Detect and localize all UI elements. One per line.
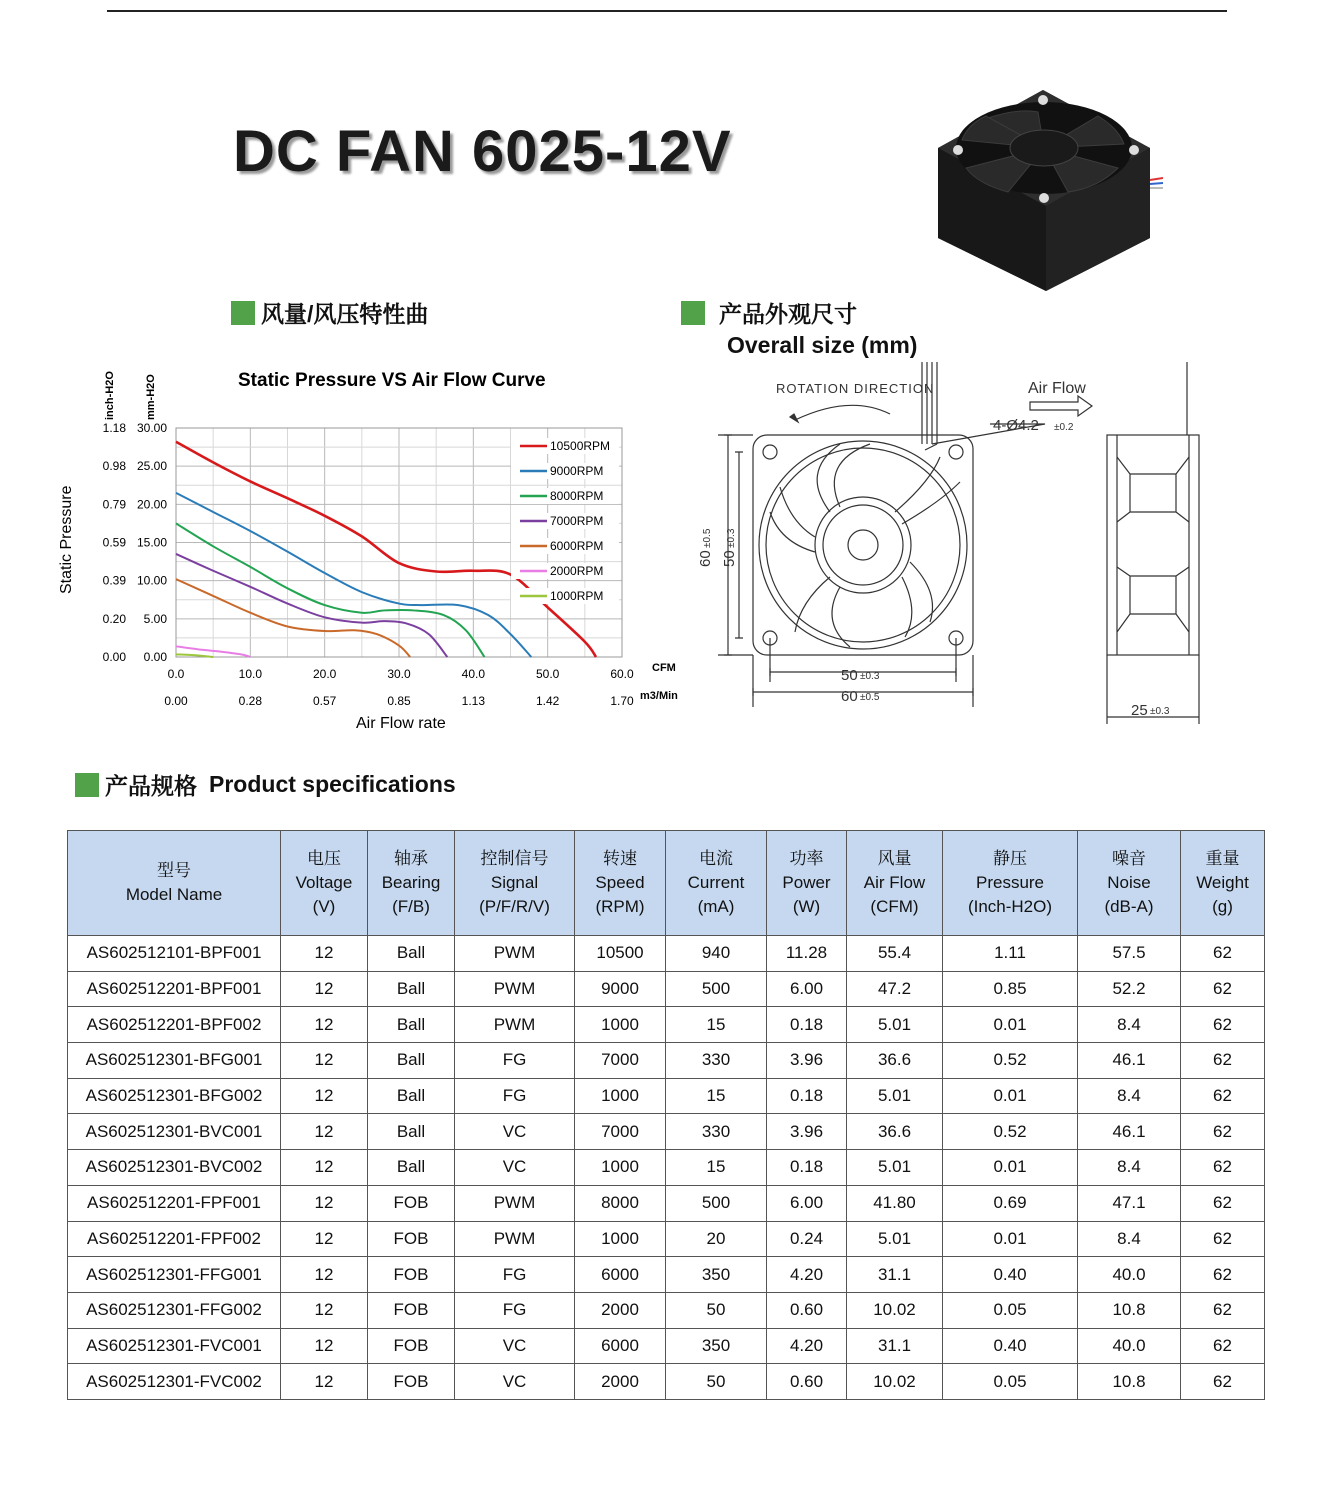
table-row bbox=[68, 1150, 1265, 1186]
table-cell: 62 bbox=[1181, 1292, 1265, 1328]
x-tick-label: 10.0 bbox=[238, 667, 263, 681]
table-row bbox=[68, 971, 1265, 1007]
x-tick-label-m3: 0.85 bbox=[387, 694, 411, 708]
table-cell: 350 bbox=[666, 1257, 767, 1293]
table-cell: 31.1 bbox=[847, 1257, 943, 1293]
curve-section-heading: 风量/风压特性曲 bbox=[231, 296, 428, 329]
x-tick-label: 20.0 bbox=[312, 667, 337, 681]
table-cell: 12 bbox=[281, 971, 368, 1007]
table-cell: Ball bbox=[368, 1114, 455, 1150]
table-cell: 12 bbox=[281, 1114, 368, 1150]
column-header bbox=[847, 831, 943, 936]
table-cell: 46.1 bbox=[1078, 1114, 1181, 1150]
x-tick-label-m3: 1.42 bbox=[535, 694, 560, 708]
column-header-line: Bearing bbox=[381, 873, 441, 892]
x-unit-cfm: CFM bbox=[652, 662, 676, 674]
table-row bbox=[68, 1078, 1265, 1114]
table-cell: Ball bbox=[368, 1150, 455, 1186]
column-header-line: Power bbox=[782, 873, 831, 892]
spec-section-heading: 产品规格 Product specifications bbox=[75, 768, 456, 801]
table-cell: 8.4 bbox=[1078, 1221, 1181, 1257]
column-header bbox=[666, 831, 767, 936]
column-header-line: Model Name bbox=[125, 885, 223, 904]
table-cell: 12 bbox=[281, 1292, 368, 1328]
series-line-8000RPM bbox=[176, 523, 484, 657]
column-header-line: 轴承 bbox=[394, 849, 428, 868]
table-cell: 500 bbox=[666, 1185, 767, 1221]
table-cell: PWM bbox=[455, 936, 575, 972]
x-tick-label: 40.0 bbox=[461, 667, 486, 681]
table-cell: 57.5 bbox=[1078, 936, 1181, 972]
legend-label: 9000RPM bbox=[550, 464, 604, 478]
fan-outline-front bbox=[753, 435, 973, 655]
column-header-line: (F/B) bbox=[392, 897, 430, 916]
fan-outline-side bbox=[1107, 435, 1199, 655]
column-header-line: Weight bbox=[1196, 873, 1249, 892]
table-cell: 62 bbox=[1181, 1114, 1265, 1150]
column-header-line: 重量 bbox=[1205, 849, 1240, 868]
dim-60-horizontal: 60 bbox=[841, 688, 858, 705]
table-cell: AS602512301-FVC001 bbox=[68, 1328, 281, 1364]
table-cell: Ball bbox=[368, 936, 455, 972]
y-tick-label-inch: 0.39 bbox=[102, 573, 126, 588]
x-tick-label-m3: 0.28 bbox=[238, 694, 263, 708]
dim-60-vertical: 60 bbox=[697, 550, 714, 567]
column-header bbox=[68, 831, 281, 936]
table-row bbox=[68, 936, 1265, 972]
table-cell: 12 bbox=[281, 1043, 368, 1079]
y-tick-label-mm: 25.00 bbox=[136, 459, 167, 474]
size-section-heading: 产品外观尺寸 bbox=[681, 296, 857, 329]
table-cell: 12 bbox=[281, 1221, 368, 1257]
y-tick-label-inch: 0.98 bbox=[102, 459, 126, 474]
table-cell: 0.18 bbox=[767, 1007, 847, 1043]
table-cell: AS602512301-FFG001 bbox=[68, 1257, 281, 1293]
table-cell: AS602512201-BPF001 bbox=[68, 971, 281, 1007]
table-cell: 5.01 bbox=[847, 1150, 943, 1186]
column-header-line: 转速 bbox=[603, 849, 637, 868]
y-tick-label-inch: 1.18 bbox=[102, 421, 126, 435]
table-cell: 500 bbox=[666, 971, 767, 1007]
table-cell: 940 bbox=[666, 936, 767, 972]
table-cell: 0.60 bbox=[767, 1292, 847, 1328]
column-header-line: Signal bbox=[490, 873, 539, 892]
table-cell: 15 bbox=[666, 1150, 767, 1186]
column-header-line: 功率 bbox=[789, 849, 824, 868]
table-cell: 0.18 bbox=[767, 1150, 847, 1186]
table-cell: 7000 bbox=[575, 1043, 666, 1079]
table-cell: 46.1 bbox=[1078, 1043, 1181, 1079]
x-axis-label: Air Flow rate bbox=[356, 715, 446, 732]
table-cell: FOB bbox=[368, 1292, 455, 1328]
column-header bbox=[943, 831, 1078, 936]
dim-25-depth-tol: ±0.3 bbox=[1150, 706, 1170, 717]
y-tick-label-mm: 20.00 bbox=[136, 497, 167, 512]
table-cell: FOB bbox=[368, 1257, 455, 1293]
table-cell: Ball bbox=[368, 1043, 455, 1079]
table-row bbox=[68, 1221, 1265, 1257]
column-header-line: (W) bbox=[792, 897, 821, 916]
table-cell: 8.4 bbox=[1078, 1078, 1181, 1114]
table-cell: 2000 bbox=[575, 1292, 666, 1328]
table-cell: 10.8 bbox=[1078, 1364, 1181, 1400]
column-header-line: Noise bbox=[1107, 873, 1151, 892]
dim-60-horizontal-tol: ±0.5 bbox=[860, 692, 880, 703]
table-cell: 41.80 bbox=[847, 1185, 943, 1221]
table-cell: 55.4 bbox=[847, 936, 943, 972]
page-title: DC FAN 6025-12V bbox=[233, 119, 732, 184]
column-header-line: 电压 bbox=[307, 849, 341, 868]
table-cell: FG bbox=[455, 1257, 575, 1293]
table-cell: FG bbox=[455, 1043, 575, 1079]
table-cell: 1000 bbox=[575, 1150, 666, 1186]
table-row bbox=[68, 1257, 1265, 1293]
green-square-icon bbox=[231, 301, 255, 325]
table-cell: 6.00 bbox=[767, 971, 847, 1007]
table-cell: 62 bbox=[1181, 1364, 1265, 1400]
table-cell: 5.01 bbox=[847, 1221, 943, 1257]
table-cell: 36.6 bbox=[847, 1043, 943, 1079]
table-cell: 12 bbox=[281, 1150, 368, 1186]
column-header-line: (g) bbox=[1212, 897, 1233, 916]
table-cell: 10.02 bbox=[847, 1364, 943, 1400]
table-cell: FG bbox=[455, 1292, 575, 1328]
table-cell: 62 bbox=[1181, 1257, 1265, 1293]
table-cell: 62 bbox=[1181, 1150, 1265, 1186]
table-cell: 20 bbox=[666, 1221, 767, 1257]
table-row bbox=[68, 1043, 1265, 1079]
column-header-line: Current bbox=[687, 873, 745, 892]
table-cell: AS602512201-BPF002 bbox=[68, 1007, 281, 1043]
table-cell: 0.01 bbox=[943, 1150, 1078, 1186]
column-header-line: 噪音 bbox=[1112, 849, 1146, 868]
table-cell: 11.28 bbox=[767, 936, 847, 972]
table-cell: 7000 bbox=[575, 1114, 666, 1150]
table-cell: 12 bbox=[281, 1007, 368, 1043]
column-header bbox=[575, 831, 666, 936]
legend-label: 7000RPM bbox=[550, 514, 604, 528]
table-cell: AS602512301-FFG002 bbox=[68, 1292, 281, 1328]
column-header-line: Pressure bbox=[975, 873, 1045, 892]
table-cell: 47.1 bbox=[1078, 1185, 1181, 1221]
legend-label: 6000RPM bbox=[550, 539, 604, 553]
table-row bbox=[68, 1364, 1265, 1400]
table-cell: 1000 bbox=[575, 1007, 666, 1043]
table-cell: 12 bbox=[281, 1328, 368, 1364]
table-cell: AS602512301-BVC002 bbox=[68, 1150, 281, 1186]
table-cell: 0.01 bbox=[943, 1078, 1078, 1114]
dim-50-vertical-tol: ±0.3 bbox=[726, 528, 737, 548]
table-cell: 62 bbox=[1181, 936, 1265, 972]
table-cell: 12 bbox=[281, 1078, 368, 1114]
table-row bbox=[68, 1328, 1265, 1364]
table-cell: AS602512101-BPF001 bbox=[68, 936, 281, 972]
table-cell: 0.69 bbox=[943, 1185, 1078, 1221]
table-cell: 62 bbox=[1181, 1221, 1265, 1257]
table-cell: 10.02 bbox=[847, 1292, 943, 1328]
table-cell: Ball bbox=[368, 1007, 455, 1043]
column-header bbox=[1078, 831, 1181, 936]
column-header-line: 型号 bbox=[157, 861, 191, 880]
column-header-line: 电流 bbox=[699, 849, 733, 868]
table-cell: 0.05 bbox=[943, 1364, 1078, 1400]
column-header bbox=[368, 831, 455, 936]
x-tick-label-m3: 0.57 bbox=[312, 694, 337, 708]
table-cell: 2000 bbox=[575, 1364, 666, 1400]
column-header-line: (CFM) bbox=[870, 897, 919, 916]
table-cell: 0.60 bbox=[767, 1364, 847, 1400]
column-header-line: 控制信号 bbox=[480, 849, 549, 868]
table-cell: 0.05 bbox=[943, 1292, 1078, 1328]
table-cell: 0.24 bbox=[767, 1221, 847, 1257]
y-tick-label-mm: 15.00 bbox=[136, 535, 167, 550]
table-cell: 330 bbox=[666, 1043, 767, 1079]
table-cell: 62 bbox=[1181, 1043, 1265, 1079]
table-cell: AS602512301-FVC002 bbox=[68, 1364, 281, 1400]
fan-product-image bbox=[928, 88, 1163, 293]
table-cell: 5.01 bbox=[847, 1007, 943, 1043]
table-cell: 8.4 bbox=[1078, 1007, 1181, 1043]
table-row bbox=[68, 1292, 1265, 1328]
table-cell: 1.11 bbox=[943, 936, 1078, 972]
table-cell: AS602512301-BVC001 bbox=[68, 1114, 281, 1150]
table-cell: 6.00 bbox=[767, 1185, 847, 1221]
table-cell: 15 bbox=[666, 1078, 767, 1114]
column-header-line: 静压 bbox=[993, 849, 1027, 868]
column-header-line: (RPM) bbox=[595, 897, 645, 916]
table-cell: 62 bbox=[1181, 971, 1265, 1007]
table-cell: 52.2 bbox=[1078, 971, 1181, 1007]
column-header bbox=[455, 831, 575, 936]
table-cell: Ball bbox=[368, 1078, 455, 1114]
column-header-line: (Inch-H2O) bbox=[967, 897, 1053, 916]
dim-50-horizontal: 50 bbox=[841, 667, 858, 684]
table-cell: VC bbox=[455, 1364, 575, 1400]
chart-title: Static Pressure VS Air Flow Curve bbox=[238, 370, 546, 391]
table-cell: PWM bbox=[455, 971, 575, 1007]
table-cell: 12 bbox=[281, 1257, 368, 1293]
dim-50-vertical: 50 bbox=[721, 550, 738, 567]
table-row bbox=[68, 1007, 1265, 1043]
column-header bbox=[281, 831, 368, 936]
x-unit-m3: m3/Min bbox=[640, 690, 678, 702]
table-cell: 40.0 bbox=[1078, 1328, 1181, 1364]
legend-label: 8000RPM bbox=[550, 489, 604, 503]
column-header-line: 风量 bbox=[877, 849, 912, 868]
table-header-row bbox=[68, 831, 1265, 936]
column-header-line: Speed bbox=[595, 873, 645, 892]
top-rule bbox=[107, 10, 1227, 12]
table-cell: 3.96 bbox=[767, 1114, 847, 1150]
column-header-line: Air Flow bbox=[863, 873, 926, 892]
table-cell: 15 bbox=[666, 1007, 767, 1043]
x-tick-label-m3: 1.13 bbox=[461, 694, 486, 708]
table-cell: 4.20 bbox=[767, 1257, 847, 1293]
column-header bbox=[767, 831, 847, 936]
mount-hole bbox=[949, 445, 963, 459]
x-tick-label-m3: 1.70 bbox=[610, 694, 634, 708]
table-cell: 1000 bbox=[575, 1078, 666, 1114]
table-cell: PWM bbox=[455, 1221, 575, 1257]
y-tick-label-inch: 0.59 bbox=[102, 535, 126, 550]
y-axis-label: Static Pressure bbox=[58, 485, 75, 594]
mount-hole bbox=[763, 445, 777, 459]
table-cell: 50 bbox=[666, 1292, 767, 1328]
pressure-flow-chart bbox=[50, 362, 700, 737]
table-cell: VC bbox=[455, 1150, 575, 1186]
dim-50-horizontal-tol: ±0.3 bbox=[860, 671, 880, 682]
dim-25-depth: 25 bbox=[1131, 702, 1148, 719]
chart-legend bbox=[511, 438, 619, 604]
column-header-line: (V) bbox=[312, 897, 336, 916]
hole-spec-tolerance: ±0.2 bbox=[1054, 422, 1074, 433]
x-tick-label: 0.0 bbox=[167, 667, 185, 681]
table-cell: 1000 bbox=[575, 1221, 666, 1257]
table-cell: 0.18 bbox=[767, 1078, 847, 1114]
hole-spec-label: 4-Ø4.2 bbox=[993, 417, 1039, 434]
table-row bbox=[68, 1114, 1265, 1150]
dim-60-vertical-tol: ±0.5 bbox=[702, 528, 713, 548]
y-tick-label-mm: 0.00 bbox=[143, 650, 167, 664]
table-cell: FG bbox=[455, 1078, 575, 1114]
table-body bbox=[68, 936, 1265, 1400]
table-cell: FOB bbox=[368, 1185, 455, 1221]
spec-table bbox=[67, 830, 1265, 1400]
table-cell: Ball bbox=[368, 971, 455, 1007]
table-cell: VC bbox=[455, 1328, 575, 1364]
dimension-drawing bbox=[690, 362, 1230, 727]
table-cell: 47.2 bbox=[847, 971, 943, 1007]
column-header-line: (P/F/R/V) bbox=[479, 897, 550, 916]
legend-label: 2000RPM bbox=[550, 564, 604, 578]
legend-label: 10500RPM bbox=[550, 439, 611, 453]
table-cell: 6000 bbox=[575, 1328, 666, 1364]
table-cell: 31.1 bbox=[847, 1328, 943, 1364]
y-tick-label-mm: 10.00 bbox=[136, 573, 167, 588]
x-tick-label-m3: 0.00 bbox=[164, 694, 188, 708]
table-cell: 10.8 bbox=[1078, 1292, 1181, 1328]
table-cell: 0.01 bbox=[943, 1221, 1078, 1257]
x-tick-label: 60.0 bbox=[610, 667, 634, 681]
table-cell: 8000 bbox=[575, 1185, 666, 1221]
table-cell: AS602512201-FPF001 bbox=[68, 1185, 281, 1221]
table-cell: PWM bbox=[455, 1185, 575, 1221]
table-cell: AS602512201-FPF002 bbox=[68, 1221, 281, 1257]
rotation-direction-label: ROTATION DIRECTION bbox=[776, 381, 935, 396]
column-header-line: (mA) bbox=[697, 897, 735, 916]
table-cell: 0.85 bbox=[943, 971, 1078, 1007]
green-square-icon bbox=[681, 301, 705, 325]
table-cell: 0.01 bbox=[943, 1007, 1078, 1043]
table-cell: 0.52 bbox=[943, 1114, 1078, 1150]
table-cell: PWM bbox=[455, 1007, 575, 1043]
table-cell: FOB bbox=[368, 1221, 455, 1257]
table-cell: 12 bbox=[281, 1364, 368, 1400]
y-tick-label-mm: 30.00 bbox=[136, 421, 167, 435]
green-square-icon bbox=[75, 773, 99, 797]
table-cell: 62 bbox=[1181, 1078, 1265, 1114]
table-row bbox=[68, 1185, 1265, 1221]
table-cell: 3.96 bbox=[767, 1043, 847, 1079]
y-tick-label-inch: 0.79 bbox=[102, 497, 126, 512]
table-cell: 62 bbox=[1181, 1185, 1265, 1221]
column-header bbox=[1181, 831, 1265, 936]
table-cell: VC bbox=[455, 1114, 575, 1150]
table-cell: 36.6 bbox=[847, 1114, 943, 1150]
table-cell: 0.40 bbox=[943, 1328, 1078, 1364]
table-cell: 12 bbox=[281, 936, 368, 972]
table-cell: AS602512301-BFG001 bbox=[68, 1043, 281, 1079]
table-cell: 6000 bbox=[575, 1257, 666, 1293]
table-cell: 0.40 bbox=[943, 1257, 1078, 1293]
table-cell: 62 bbox=[1181, 1328, 1265, 1364]
series-line-9000RPM bbox=[176, 493, 531, 657]
table-cell: 40.0 bbox=[1078, 1257, 1181, 1293]
table-cell: 50 bbox=[666, 1364, 767, 1400]
table-cell: 10500 bbox=[575, 936, 666, 972]
y-unit-left: inch-H2O bbox=[104, 371, 116, 420]
table-cell: AS602512301-BFG002 bbox=[68, 1078, 281, 1114]
table-cell: 330 bbox=[666, 1114, 767, 1150]
table-cell: 5.01 bbox=[847, 1078, 943, 1114]
table-cell: 9000 bbox=[575, 971, 666, 1007]
x-tick-label: 30.0 bbox=[387, 667, 411, 681]
table-cell: 0.52 bbox=[943, 1043, 1078, 1079]
size-subheading: Overall size (mm) bbox=[727, 332, 918, 358]
table-cell: 62 bbox=[1181, 1007, 1265, 1043]
table-cell: 350 bbox=[666, 1328, 767, 1364]
column-header-line: Voltage bbox=[295, 873, 353, 892]
y-tick-label-mm: 5.00 bbox=[143, 611, 167, 626]
airflow-label: Air Flow bbox=[1028, 380, 1086, 397]
table-cell: FOB bbox=[368, 1364, 455, 1400]
legend-label: 1000RPM bbox=[550, 589, 604, 603]
table-cell: 8.4 bbox=[1078, 1150, 1181, 1186]
y-tick-label-inch: 0.20 bbox=[102, 611, 126, 626]
y-unit-right: mm-H2O bbox=[145, 374, 157, 420]
table-cell: 4.20 bbox=[767, 1328, 847, 1364]
x-tick-label: 50.0 bbox=[535, 667, 560, 681]
fan-frame-circle bbox=[759, 441, 967, 649]
table-cell: FOB bbox=[368, 1328, 455, 1364]
y-tick-label-inch: 0.00 bbox=[102, 650, 126, 664]
column-header-line: (dB-A) bbox=[1104, 897, 1154, 916]
table-cell: 12 bbox=[281, 1185, 368, 1221]
